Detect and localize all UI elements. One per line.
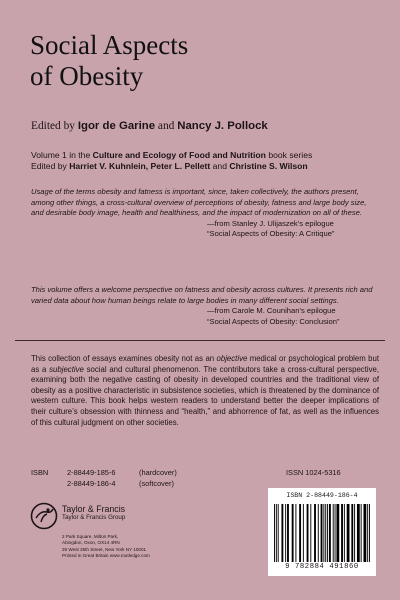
series-line-1 [31,150,376,161]
barcode-bars [274,504,370,562]
barcode-bar [276,504,277,562]
editors-line [31,120,376,132]
barcode-bar [361,504,362,562]
barcode-bar [274,504,275,562]
barcode-bar [303,504,304,562]
barcode-bar [344,504,345,562]
editor-2: Nancy J. Pollock [177,120,268,132]
barcode-bar [369,504,370,562]
book-description: This collection of essays examines obesity not as an objective medical or psychological problem but as a subjective social and cultural phenomenon. The contributors take a cross-cultural perspective, examining both the negative casting of obesity in developed countries and the traditional view of obesity as a positive characteristic in subsistence societies, which is threatened by the dominance of western culture. This book helps western readers to understand better the deeper implications of their culture’s obsession with thinness and “health,” and abhorrence of fat, as well as the influences of this cultural judgment on other societies. [31,354,379,427]
barcode-bar [336,504,339,562]
barcode-bar [367,504,368,562]
isbn-softcover-number: 2-88449-186-4 [67,478,116,488]
barcode [268,488,376,576]
barcode-isbn-text: ISBN 2-88449-186-4 [286,492,358,499]
quote-attribution-title [31,229,379,240]
address-line: 2 Park Square, Milton Park, [62,534,119,539]
barcode-bar [335,504,336,562]
quote-text: This volume offers a welcome perspective on fatness and obesity across cultures. It presents rich and varied data about how human beings relate to large bodies in many different social settings. [31,285,373,305]
address-line: Abingdon, Oxon, OX14 4RN [62,540,120,546]
barcode-bar [333,504,334,562]
issn: ISSN 1024-5316 [286,468,341,477]
isbn-softcover-label: (softcover) [139,478,174,488]
series-name: Culture and Ecology of Food and Nutrition [92,150,266,160]
address-line: Printed in Great Britain www.routledge.com [62,552,150,558]
editors-prefix: Edited by [31,120,78,132]
barcode-bar [354,504,355,562]
barcode-bar [299,504,301,562]
quote-text: Usage of the terms obesity and fatness is important, since, taken collectively, the authors present, among other things, a cross-cultural overview of perceptions of obesity, fatness and large body size, and desirable body image, health and healthiness, and the impact of modernization on all of these. [31,187,367,217]
barcode-bar [307,504,309,562]
series-editors: Harriet V. Kuhnlein, Peter L. Pellett [69,161,211,171]
emphasis-objective: objective [216,354,248,363]
barcode-bar [327,504,328,562]
publisher-address [62,534,182,559]
title-line-1: Social Aspects [30,30,189,60]
quote-attribution-title [31,317,379,328]
quote-ulijaszek [31,187,379,240]
barcode-bar [363,504,366,562]
isbn-hardcover-number: 2-88449-185-6 [67,468,116,477]
barcode-bar [318,504,319,562]
title-line-2: of Obesity [30,61,144,91]
barcode-bar [285,504,286,562]
barcode-bar [295,504,296,562]
series-editors-prefix: Edited by [31,161,70,171]
barcode-bar [287,504,289,562]
emphasis-subjective: subjective [49,364,84,374]
barcode-bar [351,504,353,562]
editor-1: Igor de Garine [77,120,156,132]
barcode-bar [323,504,324,562]
isbn-hardcover-label: (hardcover) [139,468,177,477]
publisher-name: Taylor & Francis [62,504,126,514]
publisher-group: Taylor & Francis Group [62,514,126,521]
quote-attribution [31,306,379,317]
barcode-bar [321,504,323,562]
series-prefix: Volume 1 in the [31,150,93,160]
barcode-bar [278,504,279,562]
quote-attribution [31,219,379,230]
attribution-line-1: —from Carole M. Counihan’s epilogue [207,306,336,315]
barcode-bar [347,504,350,562]
series-editor-3: Christine S. Wilson [229,161,308,171]
series-suffix: book series [265,150,313,160]
editors-conj: and [155,120,178,132]
attribution-line-2: “Social Aspects of Obesity: A Critique” [207,229,335,238]
publisher-name-block [62,504,192,521]
isbn-softcover [31,479,231,490]
barcode-bar [314,504,316,562]
isbn-label: ISBN [31,468,49,477]
series-info [31,150,376,172]
barcode-bar [310,504,311,562]
barcode-bar [341,504,343,562]
isbn-hardcover [31,468,231,479]
series-editors-conj: and [210,161,230,171]
barcode-bar [281,504,283,562]
address-line: 29 West 35th Street, New York NY 10001 [62,546,147,552]
barcode-bar [329,504,331,562]
barcode-bar [292,504,294,562]
barcode-bar [325,504,326,562]
attribution-line-1: —from Stanley J. Ulijaszek’s epilogue [207,218,334,228]
series-line-2 [31,161,376,172]
taylor-francis-logo-icon [30,502,58,530]
barcode-number: 9 782884 491860 [285,563,359,571]
attribution-line-2: “Social Aspects of Obesity: Conclusion” [207,316,340,326]
section-divider [15,340,385,341]
book-title [30,30,370,92]
barcode-bar [357,504,360,562]
isbn-block [31,468,231,489]
quote-counihan [31,285,379,327]
